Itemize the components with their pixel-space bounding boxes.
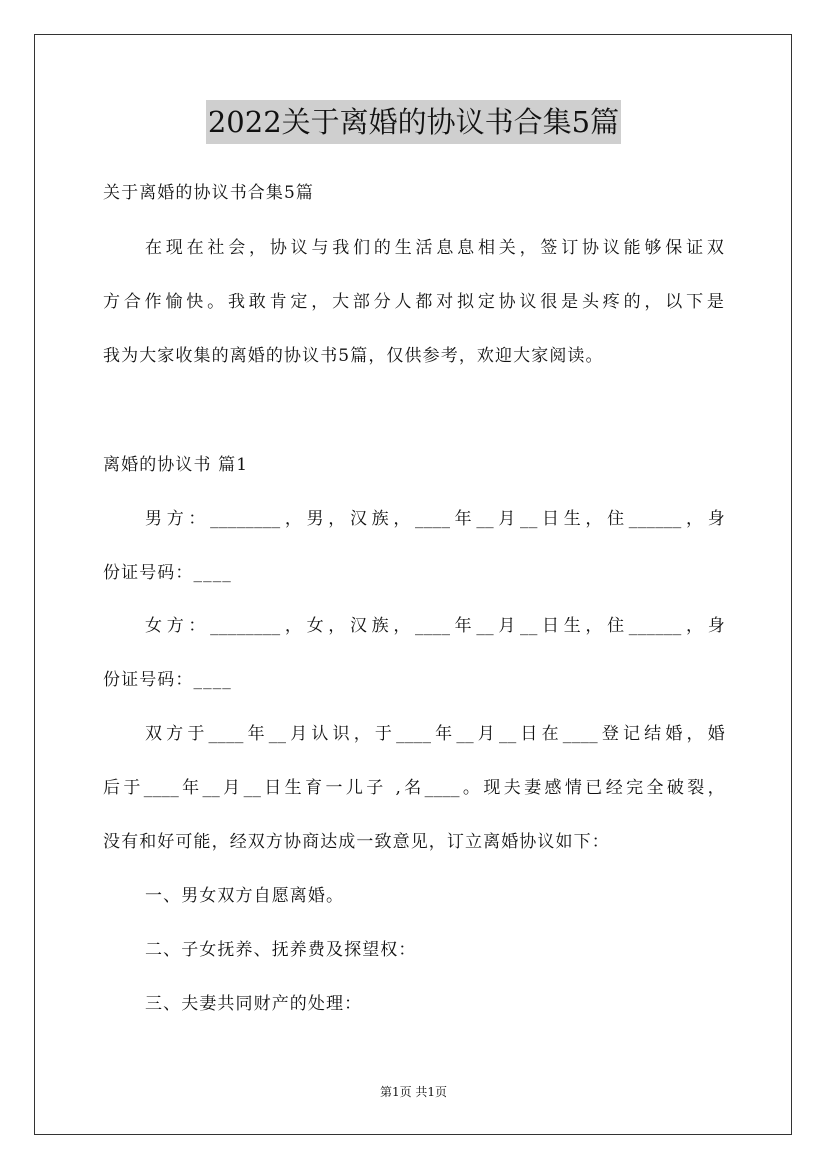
clause-2: 二、子女抚养、抚养费及探望权：	[145, 940, 417, 960]
female-party-line-1: 女方：________，女，汉族，____年__月__日生，住______，身	[145, 616, 725, 636]
subtitle-line: 关于离婚的协议书合集5篇	[103, 183, 315, 203]
male-party-line-1: 男方：________，男，汉族，____年__月__日生，住______，身	[145, 509, 725, 529]
male-party-line-2: 份证号码：____	[103, 563, 232, 583]
intro-paragraph-line-1: 在现在社会，协议与我们的生活息息相关，签订协议能够保证双	[145, 238, 725, 258]
clause-3: 三、夫妻共同财产的处理：	[145, 994, 363, 1014]
female-party-line-2: 份证号码：____	[103, 670, 232, 690]
document-title-text: 2022关于离婚的协议书合集5篇	[206, 100, 621, 144]
intro-paragraph-line-3: 我为大家收集的离婚的协议书5篇，仅供参考，欢迎大家阅读。	[103, 346, 604, 366]
document-title	[0, 100, 827, 144]
section-heading: 离婚的协议书 篇1	[103, 455, 249, 475]
page-footer: 第1页 共1页	[379, 1085, 448, 1099]
marriage-paragraph-line-3: 没有和好可能，经双方协商达成一致意见，订立离婚协议如下：	[103, 832, 610, 852]
clause-1: 一、男女双方自愿离婚。	[145, 886, 345, 906]
marriage-paragraph-line-1: 双方于____年__月认识，于____年__月__日在____登记结婚，婚	[145, 724, 725, 744]
intro-paragraph-line-2: 方合作愉快。我敢肯定，大部分人都对拟定协议很是头疼的，以下是	[103, 292, 725, 312]
marriage-paragraph-line-2: 后于____年__月__日生育一儿子 ,名____。现夫妻感情已经完全破裂，	[103, 778, 725, 798]
